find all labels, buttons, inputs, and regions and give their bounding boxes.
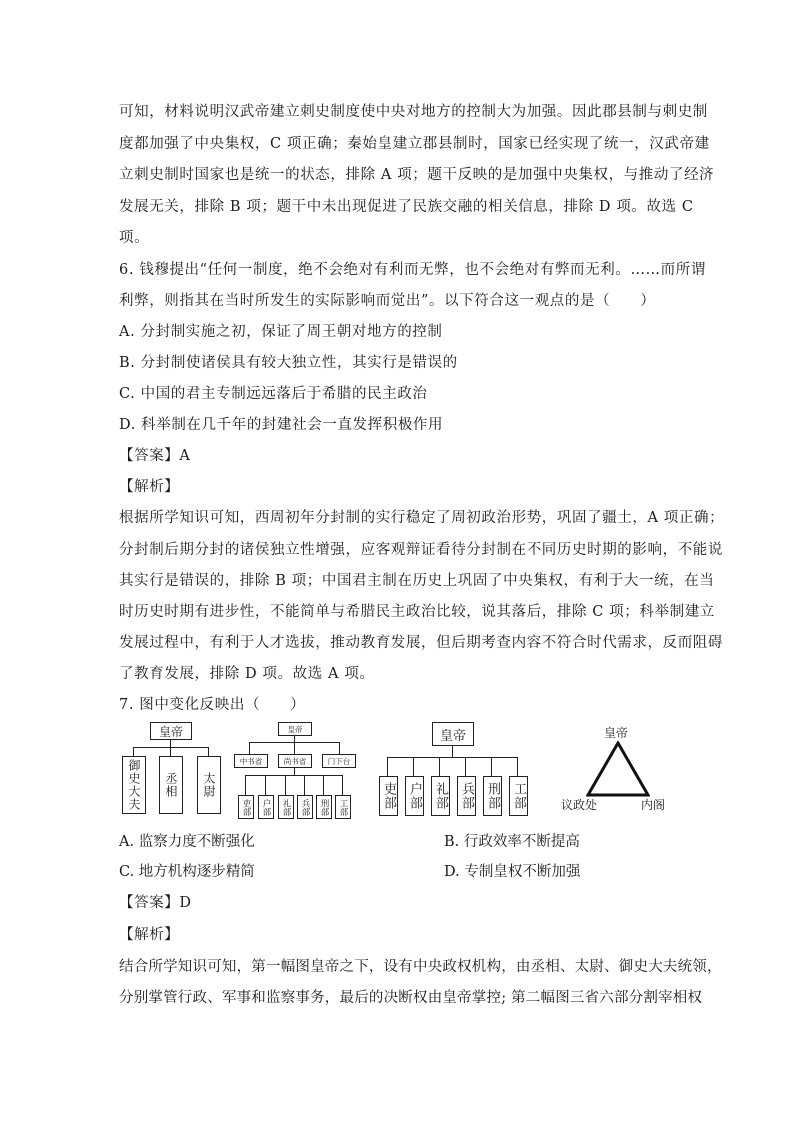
q6-analysis-label: 【解析】 <box>119 479 180 495</box>
q6-analysis-line: 了教育发展，排除 D 项。故选 A 项。 <box>119 666 375 682</box>
connector-line <box>339 742 340 754</box>
diagram-qin-censor: 御史大夫 <box>122 756 146 814</box>
q6-analysis-line: 时历史时期有进步性，不能简单与希腊民主政治比较，说其落后，排除 C 项；科举制建立 <box>119 604 715 620</box>
diagram-tang-zhongshu: 中书省 <box>234 754 268 768</box>
diagram-qing-grand-secretariat: 内阁 <box>641 798 666 812</box>
prev-paragraph-line: 发展无关，排除 B 项；题干中未出现促进了民族交融的相关信息，排除 D 项。故选 C <box>119 199 694 215</box>
q7-option-b: B. 行政效率不断提高 <box>444 834 580 850</box>
diagram-tang-shangshu: 尚书省 <box>278 754 312 768</box>
q7-option-a: A. 监察力度不断强化 <box>119 834 255 850</box>
q7-stem: 7. 图中变化反映出（ ） <box>119 697 306 713</box>
diagram-ming-ministry: 吏部 <box>379 776 398 816</box>
prev-paragraph-line: 立刺史制时国家也是统一的状态，排除 A 项；题干反映的是加强中央集权，与推动了经济 <box>119 167 715 183</box>
q6-answer: 【答案】A <box>119 448 191 464</box>
prev-paragraph-line: 可知，材料说明汉武帝建立刺史制度使中央对地方的控制大为加强。因此郡县制与刺史制 <box>119 104 708 120</box>
connector-line <box>170 739 171 747</box>
connector-line <box>387 757 518 758</box>
q6-stem-line: 6. 钱穆提出“任何一制度，绝不会绝对有利而无弊，也不会绝对有弊而无利。……而所谓 <box>119 262 706 278</box>
diagram-ming-ministry: 刑部 <box>483 776 502 816</box>
connector-line <box>304 775 305 795</box>
diagram-tang-ministry: 户部 <box>258 795 274 819</box>
connector-line <box>265 775 266 795</box>
q6-option-b: B. 分封制使诸侯具有较大独立性，其实行是错误的 <box>119 355 458 371</box>
connector-line <box>294 742 295 754</box>
connector-line <box>387 757 388 776</box>
q7-analysis-label: 【解析】 <box>119 927 180 943</box>
connector-line <box>170 747 171 756</box>
diagram-tang-ministry: 礼部 <box>278 795 294 819</box>
connector-line <box>517 757 518 776</box>
diagram-qing-council: 议政处 <box>561 798 598 812</box>
diagram-qin-emperor: 皇帝 <box>150 722 192 740</box>
q6-analysis-line: 分封制后期分封的诸侯独立性增强，应客观辩证看待分封制在不同历史时期的影响，不能说 <box>119 542 723 558</box>
q6-analysis-line: 其实行是错误的，排除 B 项；中国君主制在历史上巩固了中央集权，有利于大一统，在当 <box>119 573 715 589</box>
connector-line <box>413 757 414 776</box>
diagram-tang-ministry: 吏部 <box>238 795 254 819</box>
diagram-ming-ministry: 工部 <box>509 776 528 816</box>
connector-line <box>249 742 250 754</box>
diagram-six-ministries <box>375 722 530 818</box>
connector-line <box>323 775 324 795</box>
connector-line <box>245 775 343 776</box>
connector-line <box>285 775 286 795</box>
diagram-qing-emperor: 皇帝 <box>604 726 629 740</box>
prev-paragraph-line: 度都加强了中央集权，C 项正确；秦始皇建立郡县制时，国家已经实现了统一，汉武帝建 <box>119 136 710 152</box>
diagram-tang-menxia: 门下台 <box>322 754 356 768</box>
diagram-qin-chancellor: 丞相 <box>159 756 183 814</box>
connector-line <box>452 745 453 757</box>
diagram-tang-ministry: 刑部 <box>316 795 332 819</box>
diagram-ming-emperor: 皇帝 <box>432 722 474 746</box>
q6-analysis-line: 根据所学知识可知，西周初年分封制的实行稳定了周初政治形势，巩固了疆土，A 项正确； <box>119 510 725 526</box>
diagram-ming-ministry: 礼部 <box>431 776 450 816</box>
connector-line <box>245 775 246 795</box>
connector-line <box>133 747 209 748</box>
q7-option-c: C. 地方机构逐步精简 <box>119 864 255 880</box>
q6-option-c: C. 中国的君主专制远远落后于希腊的民主政治 <box>119 386 428 402</box>
connector-line <box>342 775 343 795</box>
q6-stem-line: 利弊，则指其在当时所发生的实际影响而觉出”。以下符合这一观点的是（ ） <box>119 293 656 309</box>
diagram-qin <box>119 722 219 814</box>
diagram-ming-ministry: 户部 <box>405 776 424 816</box>
q6-analysis-line: 发展过程中，有利于人才选拔，推动教育发展，但后期考查内容不符合时代需求，反而阻碍 <box>119 635 723 651</box>
diagram-qin-taiwei: 太尉 <box>197 756 221 814</box>
connector-line <box>439 757 440 776</box>
diagram-tang-ministry: 兵部 <box>297 795 313 819</box>
triangle-shape <box>586 741 650 797</box>
diagram-triangle <box>556 724 696 814</box>
connector-line <box>133 747 134 756</box>
connector-line <box>491 757 492 776</box>
connector-line <box>208 747 209 756</box>
q7-analysis-line: 分别掌管行政、军事和监察事务，最后的决断权由皇帝掌控; 第二幅图三省六部分割宰相权 <box>119 990 703 1006</box>
connector-line <box>294 767 295 775</box>
diagram-tang-emperor: 皇帝 <box>278 722 312 736</box>
diagram-three-departments <box>234 722 354 818</box>
diagram-ming-ministry: 兵部 <box>457 776 476 816</box>
q7-answer: 【答案】D <box>119 895 192 911</box>
prev-paragraph-line: 项。 <box>119 230 150 246</box>
q6-option-d: D. 科举制在几千年的封建社会一直发挥积极作用 <box>119 417 444 433</box>
connector-line <box>294 735 295 742</box>
q7-analysis-line: 结合所学知识可知，第一幅图皇帝之下，设有中央政权机构，由丞相、太尉、御史大夫统领， <box>119 959 722 975</box>
q7-option-d: D. 专制皇权不断加强 <box>444 864 581 880</box>
diagram-tang-ministry: 工部 <box>335 795 351 819</box>
connector-line <box>465 757 466 776</box>
q6-option-a: A. 分封制实施之初，保证了周王朝对地方的控制 <box>119 324 443 340</box>
